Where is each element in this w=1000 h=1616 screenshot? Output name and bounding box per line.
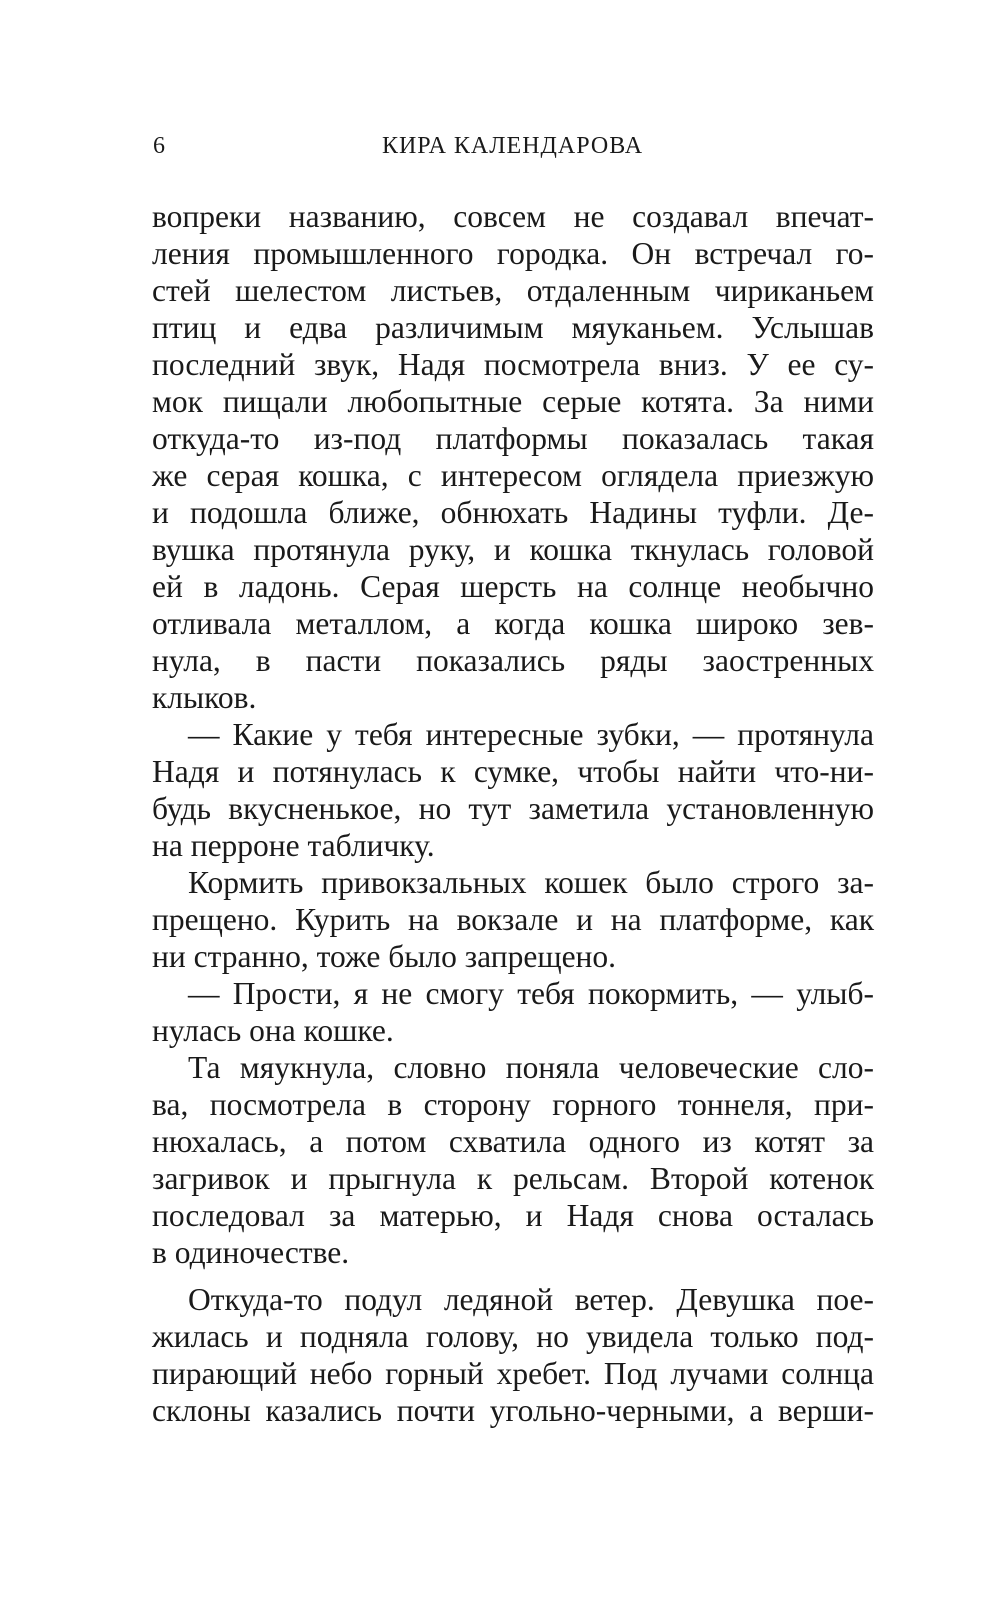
- text-line: склоны казались почти угольно-черными, а верши-: [152, 1393, 874, 1428]
- author-name: КИРА КАЛЕНДАРОВА: [381, 133, 644, 159]
- text-line: ни странно, тоже было запрещено.: [152, 939, 617, 974]
- text-line: нулась она кошке.: [152, 1013, 394, 1048]
- text-line: отливала металлом, а когда кошка широко зев-: [152, 606, 874, 641]
- text-line: вушка протянула руку, и кошка ткнулась головой: [152, 532, 874, 567]
- paragraph: [152, 864, 874, 975]
- text-line: клыков.: [152, 680, 257, 715]
- text-line: ва, посмотрела в сторону горного тоннеля, при-: [152, 1087, 874, 1122]
- text-line: ления промышленного городка. Он встречал го-: [152, 236, 874, 271]
- text-line: птиц и едва различимым мяуканьем. Услышав: [152, 310, 874, 345]
- text-line: прещено. Курить на вокзале и на платформе, как: [152, 902, 874, 937]
- paragraph-gap: [152, 1271, 874, 1281]
- text-line: Та мяукнула, словно поняла человеческие сло-: [188, 1050, 874, 1085]
- text-line: и подошла ближе, обнюхать Надины туфли. Де-: [152, 495, 874, 530]
- text-line: будь вкусненькое, но тут заметила установленную: [152, 791, 874, 826]
- text-line: ей в ладонь. Серая шерсть на солнце необычно: [152, 569, 874, 604]
- paragraph: [152, 1049, 874, 1271]
- text-line: Надя и потянулась к сумке, чтобы найти что-ни-: [152, 754, 874, 789]
- text-line: последний звук, Надя посмотрела вниз. У ее су-: [152, 347, 874, 382]
- text-line: — Какие у тебя интересные зубки, — протянула: [188, 717, 874, 752]
- paragraph: [152, 975, 874, 1049]
- page-number: 6: [153, 133, 165, 159]
- text-line: Откуда-то подул ледяной ветер. Девушка пое-: [188, 1282, 874, 1317]
- text-line: на перроне табличку.: [152, 828, 435, 863]
- paragraph: [152, 716, 874, 864]
- paragraph: [152, 198, 874, 716]
- body-text: [152, 198, 874, 1429]
- text-line: Кормить привокзальных кошек было строго за-: [188, 865, 874, 900]
- text-line: последовал за матерью, и Надя снова осталась: [152, 1198, 874, 1233]
- text-line: мок пищали любопытные серые котята. За ними: [152, 384, 874, 419]
- text-line: загривок и прыгнула к рельсам. Второй котенок: [152, 1161, 874, 1196]
- text-line: жилась и подняла голову, но увидела только под-: [152, 1319, 874, 1354]
- text-line: стей шелестом листьев, отдаленным чириканьем: [152, 273, 874, 308]
- text-line: нула, в пасти показались ряды заостренных: [152, 643, 874, 678]
- text-line: нюхалась, а потом схватила одного из котят за: [152, 1124, 874, 1159]
- text-line: же серая кошка, с интересом оглядела приезжую: [152, 458, 874, 493]
- running-head: [150, 128, 875, 164]
- paragraph: [152, 1281, 874, 1429]
- text-line: вопреки названию, совсем не создавал впечат-: [152, 199, 874, 234]
- text-line: пирающий небо горный хребет. Под лучами солнца: [152, 1356, 874, 1391]
- text-line: откуда-то из-под платформы показалась такая: [152, 421, 874, 456]
- text-line: в одиночестве.: [152, 1235, 350, 1270]
- text-line: — Прости, я не смогу тебя покормить, — улыб-: [188, 976, 874, 1011]
